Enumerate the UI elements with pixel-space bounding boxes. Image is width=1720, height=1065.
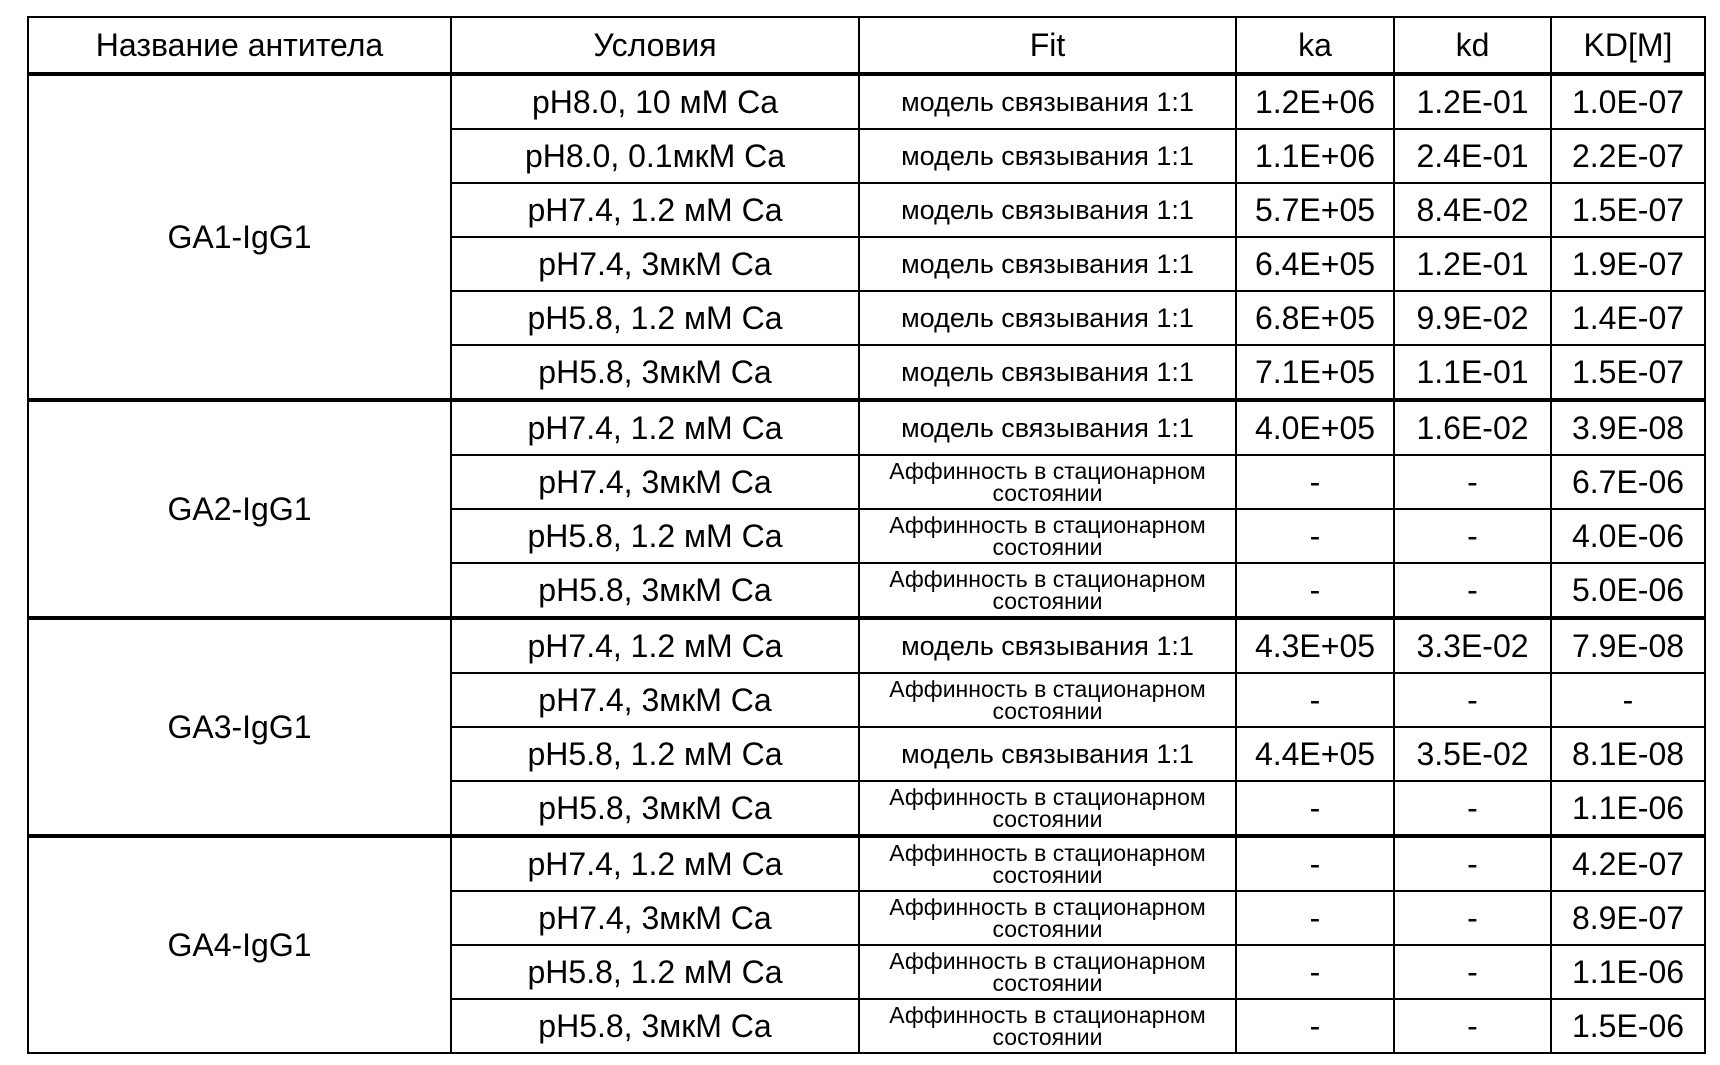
kd-cell: 3.3E-02 xyxy=(1394,618,1551,673)
kd-cell: 2.4E-01 xyxy=(1394,129,1551,183)
KD-cell: 4.2E-07 xyxy=(1551,836,1705,891)
kd-cell: - xyxy=(1394,455,1551,509)
kd-cell: 3.5E-02 xyxy=(1394,727,1551,781)
conditions-cell: pH5.8, 3мкМ Ca xyxy=(451,999,859,1053)
header-conditions: Условия xyxy=(451,17,859,74)
fit-cell: Аффинность в стационарном состоянии xyxy=(859,999,1236,1053)
ka-cell: 1.1E+06 xyxy=(1236,129,1394,183)
table-row xyxy=(28,400,1705,455)
kd-cell: 1.6E-02 xyxy=(1394,400,1551,455)
kd-cell: 1.1E-01 xyxy=(1394,345,1551,400)
ka-cell: 5.7E+05 xyxy=(1236,183,1394,237)
KD-cell: 1.5E-07 xyxy=(1551,183,1705,237)
ka-cell: - xyxy=(1236,891,1394,945)
KD-cell: 1.4E-07 xyxy=(1551,291,1705,345)
ka-cell: 1.2E+06 xyxy=(1236,74,1394,129)
fit-cell: модель связывания 1:1 xyxy=(859,74,1236,129)
header-kd: kd xyxy=(1394,17,1551,74)
conditions-cell: pH5.8, 1.2 мМ Ca xyxy=(451,727,859,781)
conditions-cell: pH5.8, 3мкМ Ca xyxy=(451,563,859,618)
kd-cell: - xyxy=(1394,509,1551,563)
table-row xyxy=(28,74,1705,129)
fit-cell: Аффинность в стационарном состоянии xyxy=(859,509,1236,563)
header-antibody-name: Название антитела xyxy=(28,17,451,74)
kd-cell: - xyxy=(1394,673,1551,727)
kd-cell: - xyxy=(1394,891,1551,945)
ka-cell: 4.0E+05 xyxy=(1236,400,1394,455)
conditions-cell: pH7.4, 1.2 мМ Ca xyxy=(451,618,859,673)
ka-cell: - xyxy=(1236,673,1394,727)
ka-cell: - xyxy=(1236,455,1394,509)
fit-cell: модель связывания 1:1 xyxy=(859,237,1236,291)
table-row xyxy=(28,618,1705,673)
KD-cell: 2.2E-07 xyxy=(1551,129,1705,183)
conditions-cell: pH7.4, 1.2 мМ Ca xyxy=(451,400,859,455)
header-ka: ka xyxy=(1236,17,1394,74)
ka-cell: 4.4E+05 xyxy=(1236,727,1394,781)
fit-cell: Аффинность в стационарном состоянии xyxy=(859,673,1236,727)
fit-cell: модель связывания 1:1 xyxy=(859,345,1236,400)
ka-cell: - xyxy=(1236,563,1394,618)
kd-cell: 9.9E-02 xyxy=(1394,291,1551,345)
conditions-cell: pH8.0, 10 мМ Ca xyxy=(451,74,859,129)
conditions-cell: pH7.4, 3мкМ Ca xyxy=(451,455,859,509)
kd-cell: - xyxy=(1394,781,1551,836)
KD-cell: 3.9E-08 xyxy=(1551,400,1705,455)
fit-cell: Аффинность в стационарном состоянии xyxy=(859,891,1236,945)
KD-cell: 7.9E-08 xyxy=(1551,618,1705,673)
KD-cell: 5.0E-06 xyxy=(1551,563,1705,618)
ka-cell: 4.3E+05 xyxy=(1236,618,1394,673)
header-row xyxy=(28,17,1705,74)
conditions-cell: pH5.8, 1.2 мМ Ca xyxy=(451,291,859,345)
table-row xyxy=(28,836,1705,891)
KD-cell: 8.1E-08 xyxy=(1551,727,1705,781)
ka-cell: - xyxy=(1236,781,1394,836)
conditions-cell: pH7.4, 3мкМ Ca xyxy=(451,673,859,727)
header-fit: Fit xyxy=(859,17,1236,74)
KD-cell: 1.1E-06 xyxy=(1551,945,1705,999)
KD-cell: 1.1E-06 xyxy=(1551,781,1705,836)
kd-cell: - xyxy=(1394,999,1551,1053)
KD-cell: 1.5E-06 xyxy=(1551,999,1705,1053)
antibody-name-cell: GA4-IgG1 xyxy=(28,836,451,1053)
KD-cell: 1.5E-07 xyxy=(1551,345,1705,400)
conditions-cell: pH7.4, 1.2 мМ Ca xyxy=(451,836,859,891)
conditions-cell: pH7.4, 3мкМ Ca xyxy=(451,891,859,945)
KD-cell: 4.0E-06 xyxy=(1551,509,1705,563)
kd-cell: - xyxy=(1394,945,1551,999)
fit-cell: Аффинность в стационарном состоянии xyxy=(859,836,1236,891)
fit-cell: Аффинность в стационарном состоянии xyxy=(859,455,1236,509)
conditions-cell: pH7.4, 3мкМ Ca xyxy=(451,237,859,291)
ka-cell: - xyxy=(1236,945,1394,999)
ka-cell: 6.8E+05 xyxy=(1236,291,1394,345)
conditions-cell: pH5.8, 1.2 мМ Ca xyxy=(451,509,859,563)
ka-cell: - xyxy=(1236,836,1394,891)
conditions-cell: pH5.8, 3мкМ Ca xyxy=(451,345,859,400)
KD-cell: 8.9E-07 xyxy=(1551,891,1705,945)
KD-cell: 1.0E-07 xyxy=(1551,74,1705,129)
conditions-cell: pH5.8, 1.2 мМ Ca xyxy=(451,945,859,999)
fit-cell: модель связывания 1:1 xyxy=(859,183,1236,237)
fit-cell: модель связывания 1:1 xyxy=(859,727,1236,781)
ka-cell: - xyxy=(1236,509,1394,563)
fit-cell: модель связывания 1:1 xyxy=(859,400,1236,455)
KD-cell: 1.9E-07 xyxy=(1551,237,1705,291)
conditions-cell: pH5.8, 3мкМ Ca xyxy=(451,781,859,836)
conditions-cell: pH8.0, 0.1мкМ Ca xyxy=(451,129,859,183)
antibody-name-cell: GA1-IgG1 xyxy=(28,74,451,400)
kd-cell: 1.2E-01 xyxy=(1394,74,1551,129)
fit-cell: модель связывания 1:1 xyxy=(859,618,1236,673)
kd-cell: - xyxy=(1394,836,1551,891)
fit-cell: модель связывания 1:1 xyxy=(859,129,1236,183)
binding-kinetics-table xyxy=(27,16,1706,1054)
fit-cell: Аффинность в стационарном состоянии xyxy=(859,781,1236,836)
conditions-cell: pH7.4, 1.2 мМ Ca xyxy=(451,183,859,237)
antibody-name-cell: GA2-IgG1 xyxy=(28,400,451,618)
fit-cell: Аффинность в стационарном состоянии xyxy=(859,945,1236,999)
header-KD: KD[M] xyxy=(1551,17,1705,74)
KD-cell: 6.7E-06 xyxy=(1551,455,1705,509)
ka-cell: 7.1E+05 xyxy=(1236,345,1394,400)
fit-cell: модель связывания 1:1 xyxy=(859,291,1236,345)
kd-cell: - xyxy=(1394,563,1551,618)
ka-cell: 6.4E+05 xyxy=(1236,237,1394,291)
fit-cell: Аффинность в стационарном состоянии xyxy=(859,563,1236,618)
ka-cell: - xyxy=(1236,999,1394,1053)
kd-cell: 1.2E-01 xyxy=(1394,237,1551,291)
antibody-name-cell: GA3-IgG1 xyxy=(28,618,451,836)
KD-cell: - xyxy=(1551,673,1705,727)
kd-cell: 8.4E-02 xyxy=(1394,183,1551,237)
